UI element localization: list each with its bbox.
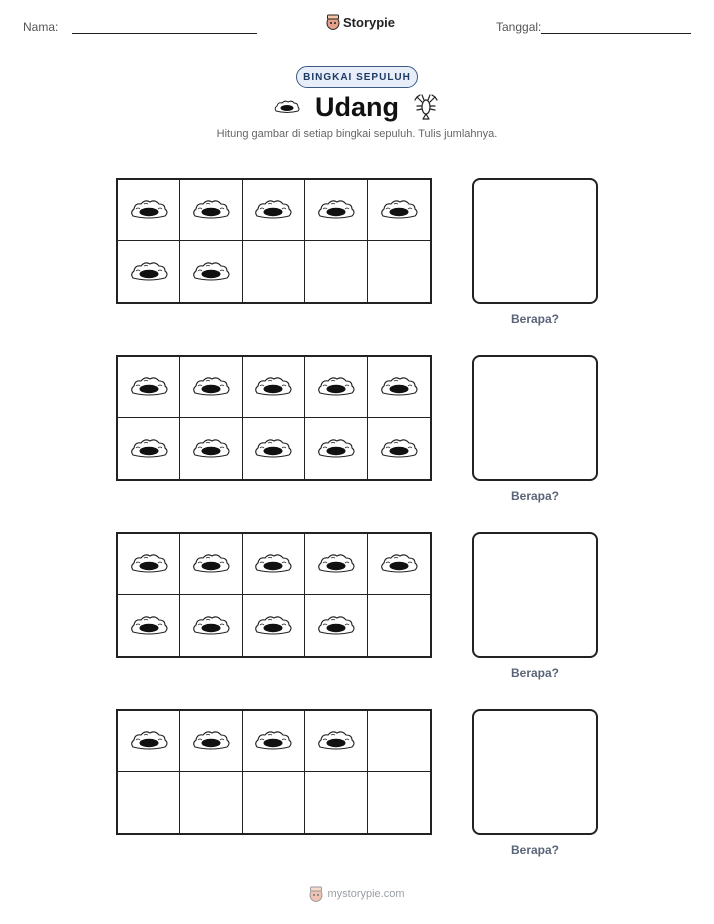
answer-label-1: Berapa?	[510, 312, 560, 326]
frame-cell	[180, 357, 242, 418]
frame-cell	[180, 180, 242, 241]
ten-frame-2	[116, 355, 432, 481]
frame-cell	[368, 180, 430, 241]
frame-cell	[243, 357, 305, 418]
date-label: Tanggal:	[496, 20, 542, 34]
shrimp-dumpling-icon	[378, 374, 420, 400]
shrimp-dumpling-icon	[252, 613, 294, 639]
frame-cell	[243, 711, 305, 772]
shrimp-dumpling-icon	[190, 197, 232, 223]
frame-cell	[118, 595, 180, 656]
name-line[interactable]	[72, 33, 257, 34]
shrimp-dumpling-icon	[252, 436, 294, 462]
frame-cell	[368, 418, 430, 479]
frame-cell	[180, 534, 242, 595]
storypie-mascot-icon	[326, 14, 340, 30]
worksheet-badge: BINGKAI SEPULUH	[296, 66, 418, 88]
shrimp-dumpling-icon	[190, 436, 232, 462]
storypie-mascot-icon	[309, 886, 323, 902]
instructions: Hitung gambar di setiap bingkai sepuluh. Tulis jumlahnya.	[216, 128, 498, 140]
shrimp-dumpling-icon	[190, 613, 232, 639]
frame-cell	[243, 241, 305, 302]
brand-name: Storypie	[343, 14, 396, 30]
shrimp-dumpling-icon	[378, 197, 420, 223]
shrimp-dumpling-icon	[315, 551, 357, 577]
shrimp-dumpling-icon	[252, 374, 294, 400]
frame-cell	[180, 772, 242, 833]
frame-cell	[118, 241, 180, 302]
frame-cell	[118, 180, 180, 241]
brand-logo	[326, 14, 395, 30]
date-line[interactable]	[541, 33, 691, 34]
shrimp-dumpling-icon	[252, 197, 294, 223]
frame-cell	[368, 711, 430, 772]
answer-box-4[interactable]	[472, 709, 598, 835]
frame-cell	[243, 534, 305, 595]
answer-label-4: Berapa?	[510, 843, 560, 857]
shrimp-dumpling-icon	[378, 436, 420, 462]
shrimp-dumpling-icon	[378, 551, 420, 577]
shrimp-dumpling-icon	[190, 728, 232, 754]
frame-cell	[368, 595, 430, 656]
ten-frame-1	[116, 178, 432, 304]
shrimp-dumpling-icon	[190, 551, 232, 577]
frame-cell	[180, 595, 242, 656]
frame-cell	[118, 711, 180, 772]
shrimp-dumpling-icon	[315, 613, 357, 639]
shrimp-dumpling-icon	[128, 197, 170, 223]
shrimp-dumpling-icon	[128, 374, 170, 400]
frame-cell	[368, 534, 430, 595]
shrimp-dumpling-icon	[252, 551, 294, 577]
frame-cell	[180, 241, 242, 302]
frame-cell	[368, 772, 430, 833]
footer-site: mystorypie.com	[327, 888, 405, 900]
shrimp-dumpling-icon	[190, 374, 232, 400]
footer	[0, 886, 714, 902]
frame-cell	[243, 180, 305, 241]
answer-box-2[interactable]	[472, 355, 598, 481]
page-title: Udang	[315, 92, 399, 122]
frame-cell	[243, 772, 305, 833]
frame-cell	[305, 180, 367, 241]
frame-cell	[368, 357, 430, 418]
frame-cell	[243, 418, 305, 479]
answer-label-3: Berapa?	[510, 666, 560, 680]
frame-cell	[305, 711, 367, 772]
name-label: Nama:	[23, 20, 59, 34]
shrimp-dumpling-icon	[190, 259, 232, 285]
shrimp-dumpling-icon	[315, 374, 357, 400]
answer-box-1[interactable]	[472, 178, 598, 304]
shrimp-dumpling-icon	[252, 728, 294, 754]
frame-cell	[118, 772, 180, 833]
shrimp-dumpling-icon	[128, 436, 170, 462]
frame-cell	[118, 418, 180, 479]
frame-cell	[180, 711, 242, 772]
shrimp-dumpling-icon	[315, 436, 357, 462]
shrimp-dumpling-icon	[315, 728, 357, 754]
frame-cell	[305, 534, 367, 595]
lobster-icon	[413, 93, 439, 121]
shrimp-dumpling-icon	[128, 728, 170, 754]
ten-frame-3	[116, 532, 432, 658]
shrimp-dumpling-icon	[128, 551, 170, 577]
ten-frame-4	[116, 709, 432, 835]
frame-cell	[368, 241, 430, 302]
shrimp-dumpling-icon	[128, 259, 170, 285]
answer-label-2: Berapa?	[510, 489, 560, 503]
frame-cell	[118, 534, 180, 595]
frame-cell	[180, 418, 242, 479]
frame-cell	[305, 418, 367, 479]
frame-cell	[243, 595, 305, 656]
shrimp-dumpling-icon	[315, 197, 357, 223]
frame-cell	[305, 595, 367, 656]
frame-cell	[305, 241, 367, 302]
frame-cell	[305, 357, 367, 418]
answer-box-3[interactable]	[472, 532, 598, 658]
shrimp-dumpling-icon	[128, 613, 170, 639]
frame-cell	[305, 772, 367, 833]
frame-cell	[118, 357, 180, 418]
